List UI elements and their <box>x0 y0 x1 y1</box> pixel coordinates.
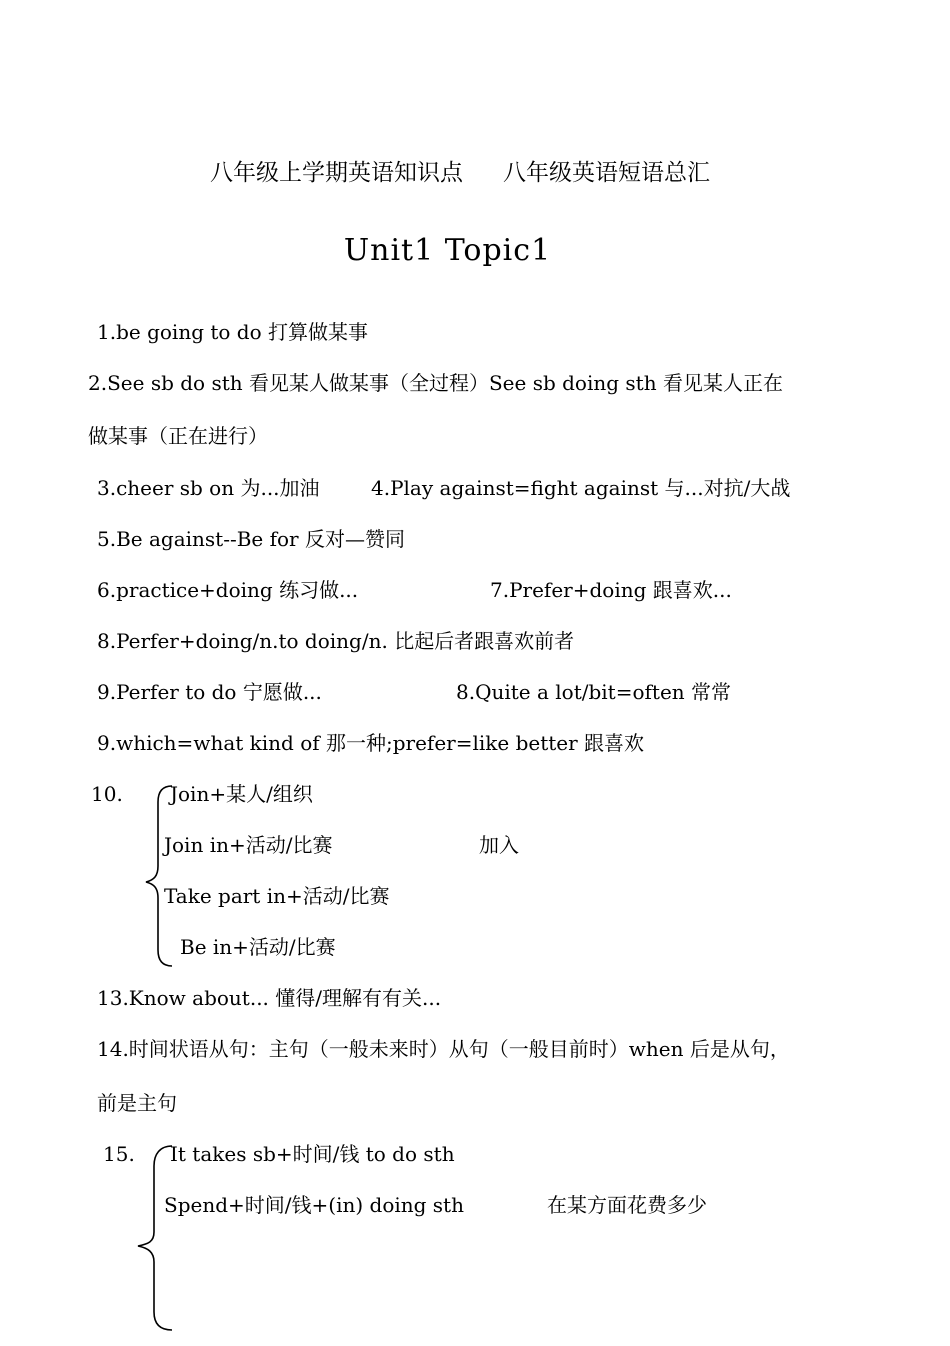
item-10-join-in: Join in+活动/比赛 <box>164 833 333 857</box>
item-10-take-part: Take part in+活动/比赛 <box>164 884 390 908</box>
item-6: 6.practice+doing 练习做... <box>97 578 359 602</box>
item-10-meaning: 加入 <box>479 833 519 857</box>
item-10-join: Join+某人/组织 <box>170 782 313 806</box>
item-5: 5.Be against--Be for 反对—赞同 <box>97 527 405 551</box>
unit-heading: Unit1 Topic1 <box>343 233 552 268</box>
brace-15 <box>132 1140 182 1340</box>
item-9b: 9.which=what kind of 那一种;prefer=like better 跟喜欢 <box>97 731 645 755</box>
item-10-be-in: Be in+活动/比赛 <box>180 935 336 959</box>
item-1: 1.be going to do 打算做某事 <box>97 320 368 344</box>
item-13: 13.Know about... 懂得/理解有有关... <box>97 986 442 1010</box>
item-3: 3.cheer sb on 为...加油 <box>97 476 320 500</box>
item-14-line1: 14.时间状语从句：主句（一般未来时）从句（一般目前时）when 后是从句， <box>97 1037 790 1061</box>
item-9: 9.Perfer to do 宁愿做... <box>97 680 322 704</box>
item-15-takes: It takes sb+时间/钱 to do sth <box>170 1142 455 1166</box>
title-sub: 八年级英语短语总汇 <box>503 160 710 186</box>
item-7: 7.Prefer+doing 跟喜欢... <box>490 578 732 602</box>
item-8: 8.Perfer+doing/n.to doing/n. 比起后者跟喜欢前者 <box>97 629 575 653</box>
item-15-spend: Spend+时间/钱+(in) doing sth <box>164 1193 464 1217</box>
item-8b: 8.Quite a lot/bit=often 常常 <box>456 680 732 704</box>
title-main: 八年级上学期英语知识点 <box>210 160 463 186</box>
item-15-number: 15. <box>103 1142 135 1166</box>
item-10-number: 10. <box>91 782 123 806</box>
item-14-line2: 前是主句 <box>97 1091 177 1115</box>
item-2-line2: 做某事（正在进行） <box>88 424 268 448</box>
item-15-meaning: 在某方面花费多少 <box>547 1193 707 1217</box>
item-2-line1: 2.See sb do sth 看见某人做某事（全过程）See sb doing sth 看见某人正在 <box>88 371 783 395</box>
page-title <box>0 160 920 186</box>
brace-10 <box>140 780 180 970</box>
item-4: 4.Play against=fight against 与...对抗/大战 <box>371 476 791 500</box>
